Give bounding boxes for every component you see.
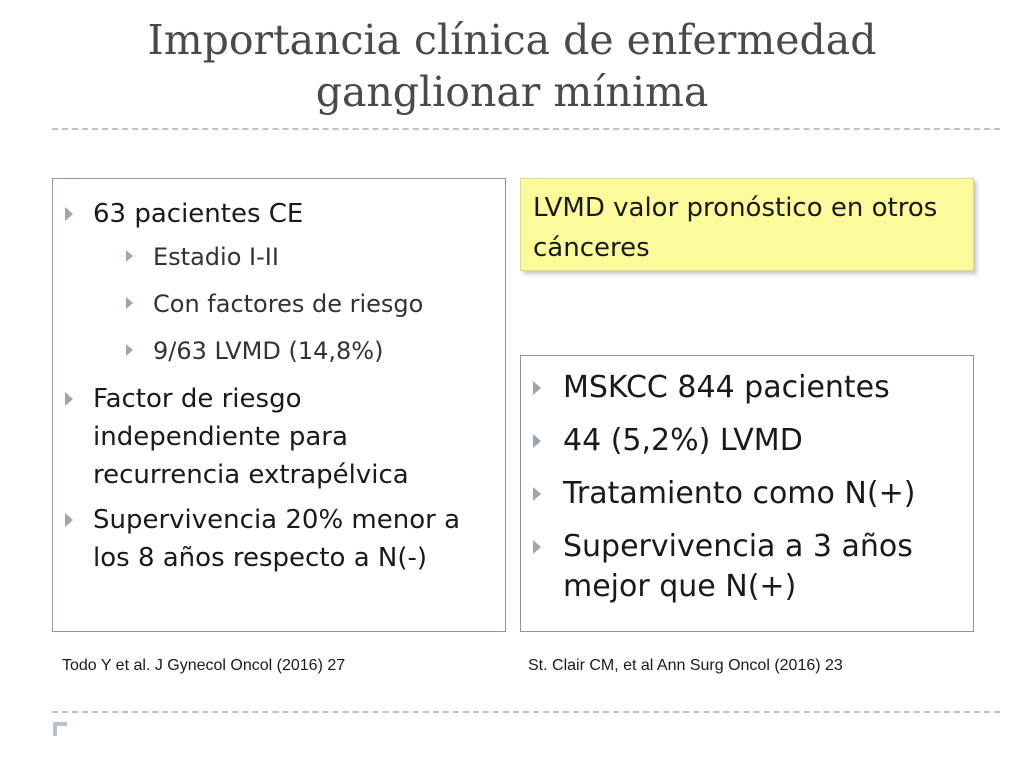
right-bullet-list (533, 368, 955, 607)
bullet-arrow-icon (533, 540, 541, 554)
list-item (65, 501, 487, 577)
sub-list-item-text: Con factores de riesgo (153, 290, 424, 318)
right-content-box (520, 355, 974, 632)
reference-left: Todo Y et al. J Gynecol Oncol (2016) 27 (62, 657, 346, 674)
list-item (533, 527, 955, 607)
list-item-text: MSKCC 844 pacientes (563, 370, 890, 405)
sub-list-item-text: Estadio I-II (153, 243, 279, 271)
bullet-arrow-icon (65, 207, 73, 221)
slide-title-line-2: ganglionar mínima (315, 68, 709, 116)
list-item-text: Tratamiento como N(+) (563, 476, 916, 511)
bullet-arrow-icon (126, 297, 133, 309)
sub-list-item (93, 286, 487, 322)
list-item-text: Supervivencia a 3 años mejor que N(+) (563, 529, 913, 604)
highlight-callout-text: LVMD valor pronóstico en otros cánceres (533, 193, 938, 263)
sub-list-item (93, 239, 487, 275)
list-item-text: Supervivencia 20% menor a los 8 años respecto a N(-) (93, 505, 461, 573)
bullet-arrow-icon (533, 434, 541, 448)
sub-bullet-list (93, 239, 487, 369)
list-item (65, 380, 487, 494)
bullet-arrow-icon (533, 381, 541, 395)
bottom-divider (52, 711, 1000, 713)
bullet-arrow-icon (65, 392, 73, 406)
left-content-box (52, 178, 506, 632)
list-item (533, 421, 955, 461)
slide-title-line-1: Importancia clínica de enfermedad (147, 16, 877, 64)
list-item (533, 474, 955, 514)
slide-title (0, 14, 1024, 118)
list-item (533, 368, 955, 408)
top-divider (52, 128, 1000, 130)
bullet-arrow-icon (126, 344, 133, 356)
corner-bracket-icon (53, 722, 67, 736)
left-bullet-list (65, 195, 487, 577)
reference-right: St. Clair CM, et al Ann Surg Oncol (2016) 23 (528, 657, 843, 674)
bullet-arrow-icon (126, 250, 133, 262)
list-item-text: 63 pacientes CE (93, 199, 304, 229)
bullet-arrow-icon (533, 487, 541, 501)
highlight-callout (520, 178, 974, 271)
sub-list-item (93, 333, 487, 369)
list-item-text: Factor de riesgo independiente para recurrencia extrapélvica (93, 384, 409, 490)
list-item (65, 195, 487, 369)
bullet-arrow-icon (65, 513, 73, 527)
list-item-text: 44 (5,2%) LVMD (563, 423, 803, 458)
sub-list-item-text: 9/63 LVMD (14,8%) (153, 337, 384, 365)
